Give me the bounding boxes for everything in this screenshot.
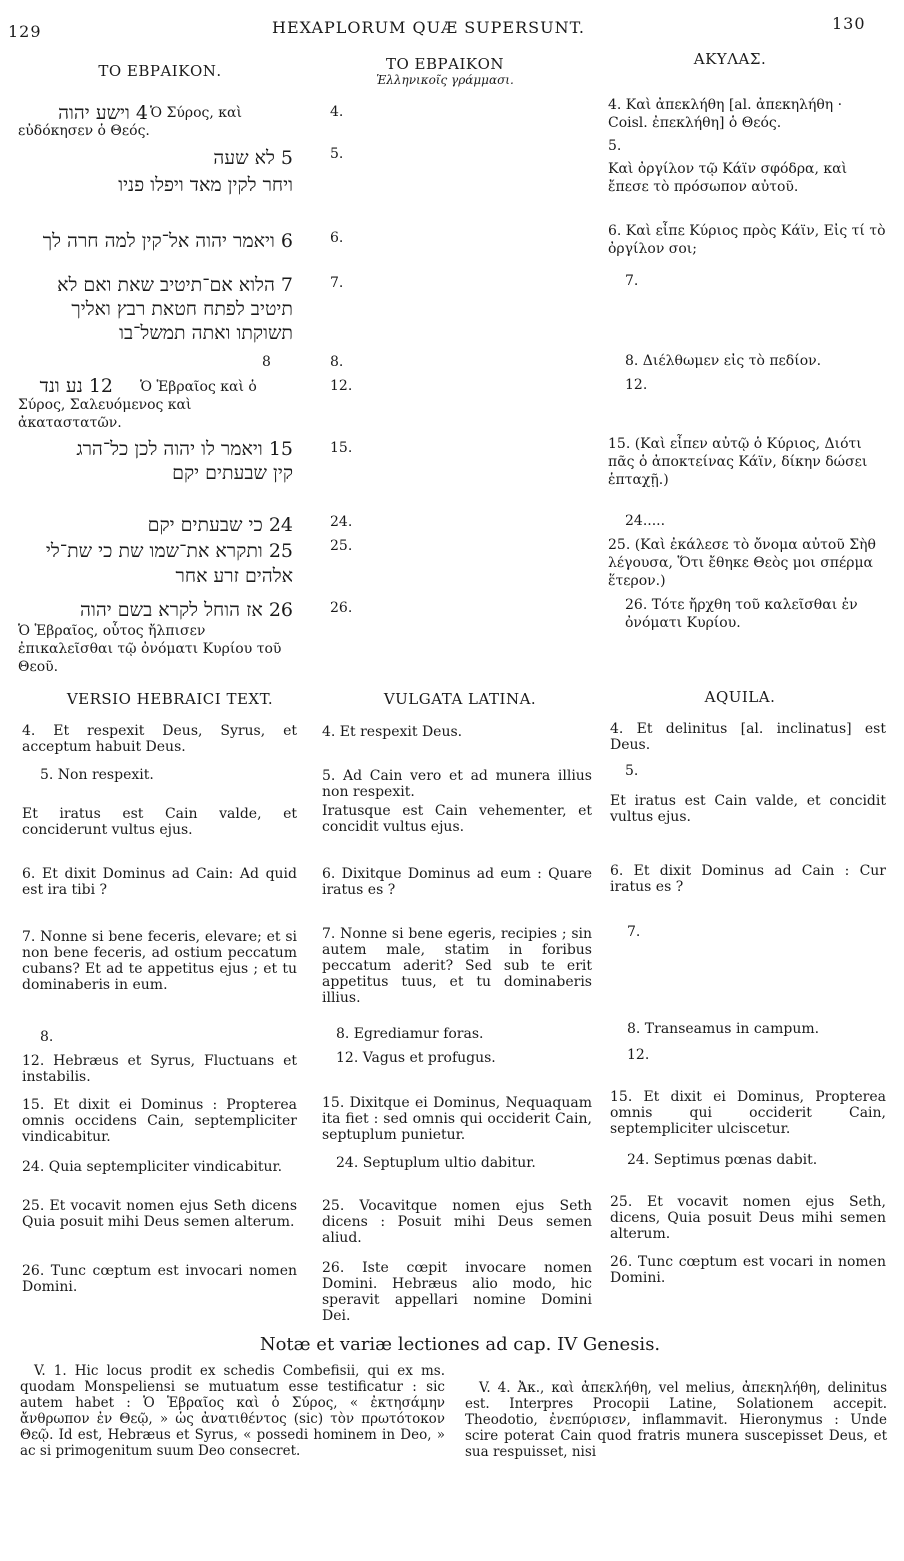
aquila-latin-verse-5: 5.: [625, 763, 639, 779]
aquila-verse-4: 4. Καὶ ἀπεκλήθη [al. ἀπεκηλήθη · Coisl. ἐπεκλήθη] ὁ Θεός.: [608, 97, 843, 131]
hebrew-verse-25-line2: אלהים זרע אחר: [175, 565, 293, 587]
notes-left-column: V. 1. Hic locus prodit ex schedis Combefisii, qui ex ms. quodam Monspeliensi se mutuatum esse testificatur : sic autem habet : Ὁ Ἑβραῖος καὶ ὁ Σύρος, « ἐκτησάμην ἄνθρωπον ἐν Θεῷ, » ὡς ἀνατιθέντος (sic) τὸν πρωτότοκον Θεῷ. Id est, Hebræus et Syrus, « possedi hominem in Deo, » ac si primogenitum suum Deo consecret.: [20, 1363, 445, 1459]
aquila-latin-verse-7: 7.: [627, 924, 641, 940]
verse-number-4: 4.: [330, 104, 344, 120]
aquila-latin-verse-24: 24. Septimus pœnas dabit.: [627, 1152, 818, 1168]
page-number-left: 129: [8, 22, 42, 41]
col-title-aquila-latin: AQUILA.: [704, 688, 776, 706]
vulgata-verse-15: 15. Dixitque ei Dominus, Nequaquam ita fiet : sed omnis qui occiderit Cain, septuplum punietur.: [322, 1095, 592, 1143]
vulgata-verse-26: 26. Iste cœpit invocare nomen Domini. Hebræus alio modo, hic speravit appellari nomine Domini Dei.: [322, 1260, 592, 1324]
versio-verse-8: 8.: [40, 1029, 54, 1045]
aquila-verse-5: 5.: [608, 138, 622, 154]
col-title-aquila: ΑΚΥΛΑΣ.: [693, 50, 767, 68]
aquila-latin-verse-8: 8. Transeamus in campum.: [627, 1021, 820, 1037]
verse-number-12: 12.: [330, 378, 353, 394]
vulgata-verse-25: 25. Vocavitque nomen ejus Seth dicens : Posuit mihi Deus semen aliud.: [322, 1198, 592, 1246]
hebrew-verse-5: 5 לא שעה: [213, 147, 293, 169]
hebrew-verse-6: 6 ויאמר יהוה אל־קין למה חרה לך: [42, 230, 293, 252]
versio-verse-5: 5. Non respexit.: [40, 767, 154, 783]
versio-verse-25: 25. Et vocavit nomen ejus Seth dicens Quia posuit mihi Deus semen alterum.: [22, 1198, 297, 1230]
versio-verse-12: 12. Hebræus et Syrus, Fluctuans et instabilis.: [22, 1053, 297, 1085]
vulgata-verse-6: 6. Dixitque Dominus ad eum : Quare iratus es ?: [322, 866, 592, 898]
aquila-latin-verse-15: 15. Et dixit ei Dominus, Propterea omnis qui occiderit Cain, septempliciter ulciscetur.: [610, 1089, 886, 1137]
col-subtitle-greek-letters: Ἑλληνικοῖς γράμμασι.: [376, 73, 514, 87]
verse-number-25: 25.: [330, 538, 353, 554]
verse-number-24: 24.: [330, 514, 353, 530]
vulgata-verse-5: 5. Ad Cain vero et ad munera illius non respexit.: [322, 768, 592, 800]
vulgata-verse-24: 24. Septuplum ultio dabitur.: [336, 1155, 536, 1171]
verse-number-6: 6.: [330, 230, 344, 246]
aquila-latin-verse-4: 4. Et delinitus [al. inclinatus] est Deus.: [610, 721, 886, 753]
hebrew-note-26: Ὁ Ἑβραῖος, οὗτος ἤλπισεν ἐπικαλεῖσθαι τῷ ὀνόματι Κυρίου τοῦ Θεοῦ.: [18, 623, 282, 675]
aquila-latin-verse-25: 25. Et vocavit nomen ejus Seth, dicens, Quia posuit Deus mihi semen alterum.: [610, 1194, 886, 1242]
aquila-verse-12: 12.: [625, 377, 648, 393]
aquila-verse-6: 6. Καὶ εἶπε Κύριος πρὸς Κάϊν, Εἰς τί τὸ ὀργίλον σοι;: [608, 223, 886, 257]
aquila-latin-verse-26: 26. Tunc cœptum est vocari in nomen Domini.: [610, 1254, 886, 1286]
aquila-verse-26: 26. Τότε ἤρχθη τοῦ καλεῖσθαι ἐν ὀνόματι Κυρίου.: [625, 597, 858, 631]
hebrew-verse-7-line2: תיטיב לפתח חטאת רבץ ואליך: [71, 298, 293, 320]
versio-verse-5-text: Et iratus est Cain valde, et conciderunt vultus ejus.: [22, 806, 297, 838]
aquila-verse-24: 24.....: [625, 513, 666, 529]
versio-verse-4: 4. Et respexit Deus, Syrus, et acceptum habuit Deus.: [22, 723, 297, 755]
aquila-latin-verse-12: 12.: [627, 1047, 650, 1063]
vulgata-verse-12: 12. Vagus et profugus.: [336, 1050, 496, 1066]
hebrew-verse-7: 7 הלוא אם־תיטיב שאת ואם לא: [57, 274, 293, 296]
aquila-verse-5-text: Καὶ ὀργίλον τῷ Κάϊν σφόδρα, καὶ ἔπεσε τὸ πρόσωπον αὐτοῦ.: [608, 161, 848, 195]
hebrew-verse-4: 4 וישע יהוה: [58, 102, 148, 124]
vulgata-verse-8: 8. Egrediamur foras.: [336, 1026, 484, 1042]
col-title-hebrew-greek: ΤΟ ΕΒΡΑΙΚΟΝ: [385, 55, 505, 73]
vulgata-verse-5-text: Iratusque est Cain vehementer, et concidit vultus ejus.: [322, 803, 592, 835]
hebrew-verse-5-line2: ויחר לקין מאד ויפלו פניו: [118, 174, 293, 196]
verse-number-15: 15.: [330, 440, 353, 456]
aquila-verse-7: 7.: [625, 273, 639, 289]
col-title-versio: VERSIO HEBRAICI TEXT.: [66, 690, 274, 708]
hebrew-note-12: Ὁ Ἑβραῖος καὶ ὁ Σύρος, Σαλευόμενος καὶ ἀκαταστατῶν.: [18, 379, 257, 431]
hebrew-note-4: Ὁ Σύρος, καὶ εὐδόκησεν ὁ Θεός.: [18, 105, 242, 139]
hebrew-verse-12: 12 נע ונד: [39, 375, 113, 397]
vulgata-verse-4: 4. Et respexit Deus.: [322, 724, 463, 740]
aquila-verse-25: 25. (Καὶ ἐκάλεσε τὸ ὄνομα αὐτοῦ Σὴθ λέγουσα, Ὅτι ἔθηκε Θεὸς μοι σπέρμα ἕτερον.): [608, 537, 876, 589]
col-title-hebrew: ΤΟ ΕΒΡΑΙΚΟΝ.: [98, 62, 222, 80]
hebrew-verse-25: 25 ותקרא את־שמו שת כי שת־לי: [45, 540, 293, 562]
verse-number-5: 5.: [330, 146, 344, 162]
versio-verse-7: 7. Nonne si bene feceris, elevare; et si non bene feceris, ad ostium peccatum cubans? Et ad te appetitus ejus ; et tu dominaberis in eum.: [22, 929, 297, 993]
hebrew-verse-8: 8: [262, 354, 271, 370]
hebrew-verse-24: 24 כי שבעתים יקם: [147, 514, 293, 536]
running-title: HEXAPLORUM QUÆ SUPERSUNT.: [272, 18, 586, 37]
page-number-right: 130: [832, 14, 866, 33]
versio-verse-6: 6. Et dixit Dominus ad Cain: Ad quid est ira tibi ?: [22, 866, 297, 898]
versio-verse-26: 26. Tunc cœptum est invocari nomen Domini.: [22, 1263, 297, 1295]
hebrew-verse-7-line3: תשוקתו ואתה תמשל־בו: [119, 322, 293, 344]
verse-number-7: 7.: [330, 275, 344, 291]
hebrew-verse-15-line2: קין שבעתים יקם: [172, 462, 293, 484]
verse-number-26: 26.: [330, 600, 353, 616]
notes-title: Notæ et variæ lectiones ad cap. IV Genesis.: [259, 1334, 661, 1355]
hebrew-verse-26: 26 אז הוחל לקרא בשם יהוה: [80, 599, 293, 621]
verse-number-8: 8.: [330, 354, 344, 370]
aquila-latin-verse-5-text: Et iratus est Cain valde, et concidit vultus ejus.: [610, 793, 886, 825]
hebrew-verse-15: 15 ויאמר לו יהוה לכן כל־הרג: [76, 438, 293, 460]
aquila-latin-verse-6: 6. Et dixit Dominus ad Cain : Cur iratus es ?: [610, 863, 886, 895]
aquila-verse-15: 15. (Καὶ εἶπεν αὐτῷ ὁ Κύριος, Διότι πᾶς ὁ ἀποκτείνας Κάϊν, δίκην δώσει ἑπταχῇ.): [608, 436, 868, 488]
col-title-vulgata: VULGATA LATINA.: [383, 690, 537, 708]
vulgata-verse-7: 7. Nonne si bene egeris, recipies ; sin autem male, statim in foribus peccatum aderit? Sed sub te erit appetitus tuus, et tu dominaberis illius.: [322, 926, 592, 1006]
versio-verse-15: 15. Et dixit ei Dominus : Propterea omnis occidens Cain, septempliciter vindicabitur.: [22, 1097, 297, 1145]
notes-right-column: V. 4. Ἀκ., καὶ ἀπεκλήθη, vel melius, ἀπεκηλήθη, delinitus est. Interpres Procopii Latine, Solationem accepit. Theodotio, ἐνεπύρισεν, inflammavit. Hieronymus : Unde scire poterat Cain quod fratris munera suscepisset Deus, et sua respuisset, nisi: [465, 1380, 887, 1460]
aquila-verse-8: 8. Διέλθωμεν εἰς τὸ πεδίον.: [625, 353, 822, 369]
versio-verse-24: 24. Quia septempliciter vindicabitur.: [22, 1159, 283, 1175]
